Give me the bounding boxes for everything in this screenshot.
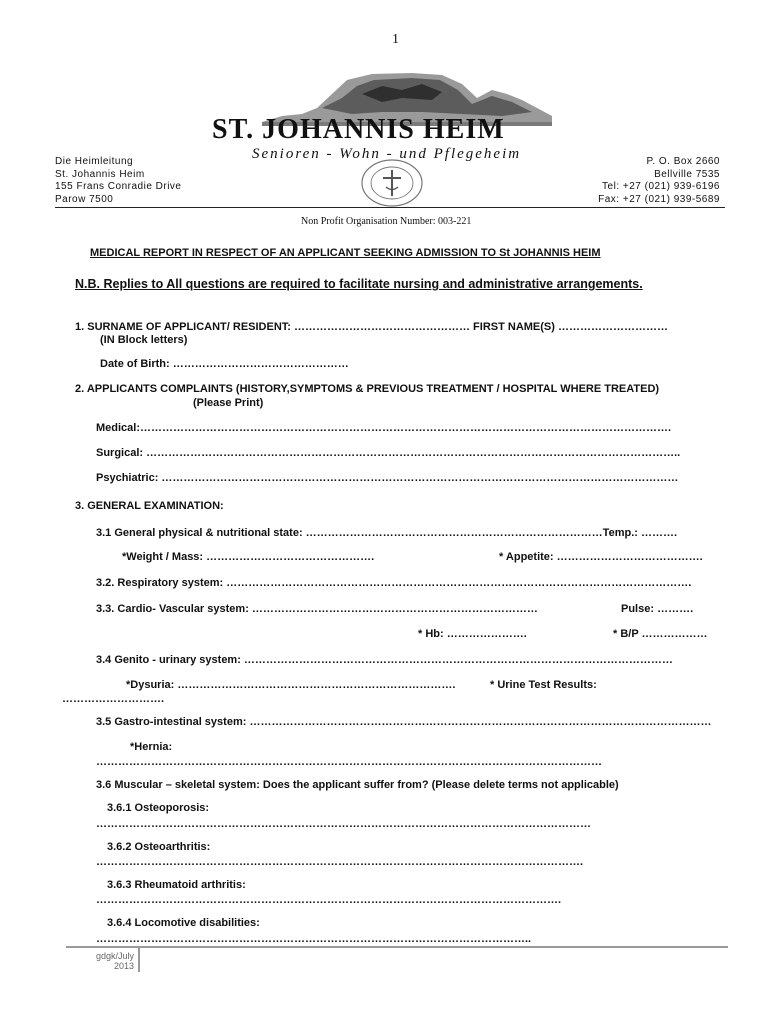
address-line: Bellville 7535 (654, 168, 720, 180)
footer-rule (66, 946, 728, 948)
medical-field[interactable]: Medical:………………………………………………………………………………………………………………………………. (96, 422, 672, 434)
address-line: St. Johannis Heim (55, 168, 145, 180)
locomotive-label: 3.6.4 Locomotive disabilities: (107, 917, 260, 929)
page-number: 1 (392, 32, 399, 47)
hernia-field[interactable]: ………………………………………………………………………………………………………………………… (96, 756, 602, 768)
gastro-field[interactable]: 3.5 Gastro-intestinal system: ……………………………………………………………………………………………………………… (96, 716, 712, 728)
urine-test-label: * Urine Test Results: (490, 679, 597, 691)
footer-line: 2013 (113, 961, 134, 971)
block-letters-note: (IN Block letters) (100, 334, 188, 346)
address-line: Tel: +27 (021) 939-6196 (602, 181, 720, 192)
org-name: ST. JOHANNIS HEIM (212, 114, 505, 145)
appetite-field[interactable]: * Appetite: …………………………………. (499, 551, 703, 563)
seal-emblem (356, 158, 428, 208)
respiratory-field[interactable]: 3.2. Respiratory system: ………………………………………………………………………………………………………………. (96, 577, 692, 589)
urine-test-field[interactable]: ………………………. (62, 693, 165, 705)
rheumatoid-field[interactable]: ………………………………………………………………………………………………………………. (96, 894, 562, 906)
musculo-skeletal-heading: 3.6 Muscular – skeletal system: Does the applicant suffer from? (Please delete terms not applicable) (96, 779, 619, 791)
complaints-heading: 2. APPLICANTS COMPLAINTS (HISTORY,SYMPTOMS & PREVIOUS TREATMENT / HOSPITAL WHERE TREATED) (75, 383, 660, 395)
dob-field[interactable]: Date of Birth: ………………………………………… (100, 358, 349, 370)
osteoporosis-field[interactable]: ……………………………………………………………………………………………………………………… (96, 818, 591, 830)
dysuria-field[interactable]: *Dysuria: …………………………………………………………………. (126, 679, 456, 691)
osteoporosis-label: 3.6.1 Osteoporosis: (107, 802, 210, 814)
form-title: MEDICAL REPORT IN RESPECT OF AN APPLICANT SEEKING ADMISSION TO St JOHANNIS HEIM (90, 247, 601, 259)
address-line: Parow 7500 (55, 193, 114, 205)
footer-divider (138, 948, 140, 972)
please-print-note: (Please Print) (193, 397, 264, 409)
nutritional-state-field[interactable]: 3.1 General physical & nutritional state: ………………………………………………………………………Temp.: ………. (96, 527, 678, 539)
address-line: Die Heimleitung (55, 156, 134, 167)
surname-field[interactable]: 1. SURNAME OF APPLICANT/ RESIDENT: ………………………………………… FIRST NAME(S) ………………………… (75, 321, 668, 333)
weight-field[interactable]: *Weight / Mass: ………………………………………. (122, 551, 375, 563)
left-address (55, 156, 182, 206)
hb-field[interactable]: * Hb: …………………. (418, 628, 527, 640)
osteoarthritis-label: 3.6.2 Osteoarthritis: (107, 841, 211, 853)
psychiatric-field[interactable]: Psychiatric: …………………………………………………………………………………………………………………………… (96, 472, 679, 484)
pulse-field[interactable]: Pulse: ………. (621, 603, 694, 615)
bp-field[interactable]: * B/P ……………… (613, 628, 708, 640)
genito-urinary-field[interactable]: 3.4 Genito - urinary system: ……………………………………………………………………………………………………… (96, 654, 673, 666)
address-line: P. O. Box 2660 (646, 156, 720, 167)
letterhead-rule (55, 207, 725, 208)
address-line: 155 Frans Conradie Drive (55, 181, 182, 192)
general-exam-heading: 3. GENERAL EXAMINATION: (75, 500, 224, 512)
hernia-label: *Hernia: (130, 741, 173, 753)
locomotive-field[interactable]: ……………………………………………………………………………………………………….. (96, 933, 532, 945)
rheumatoid-label: 3.6.3 Rheumatoid arthritis: (107, 879, 246, 891)
osteoarthritis-field[interactable]: ……………………………………………………………………………………………………………………. (96, 856, 584, 868)
footer-code (84, 951, 134, 971)
footer-line: gdgk/July (95, 951, 134, 961)
nonprofit-number: Non Profit Organisation Number: 003-221 (301, 216, 472, 227)
tagline: Senioren - Wohn - und Pflegeheim (252, 146, 522, 162)
cardio-field[interactable]: 3.3. Cardio- Vascular system: …………………………………………………………………… (96, 603, 538, 615)
surgical-field[interactable]: Surgical: ……………………………………………………………………………………………………………………………….. (96, 447, 681, 459)
right-address (560, 156, 720, 206)
nb-note: N.B. Replies to All questions are required to facilitate nursing and administrative arrangements. (75, 277, 643, 291)
address-line: Fax: +27 (021) 939-5689 (598, 193, 720, 205)
